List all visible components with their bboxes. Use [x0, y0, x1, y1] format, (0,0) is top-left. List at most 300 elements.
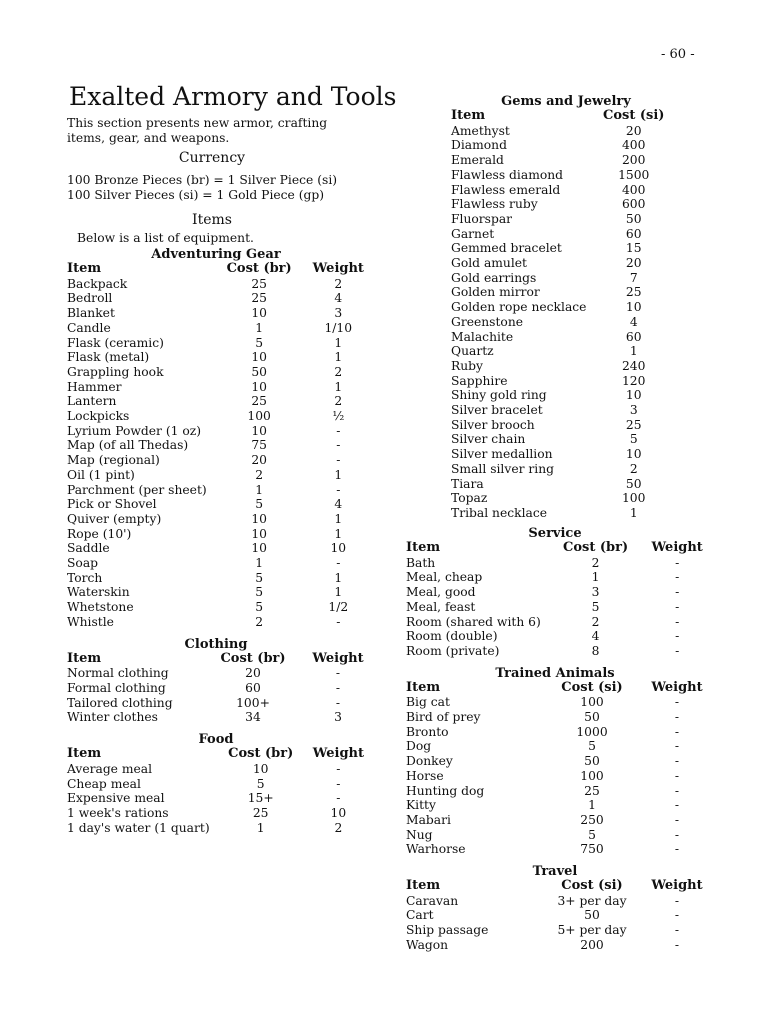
table-row	[67, 321, 365, 336]
table-cell: 1	[334, 570, 343, 585]
table-row	[67, 438, 365, 453]
table-cell: Saddle	[67, 541, 110, 556]
table-cell: -	[674, 908, 680, 923]
table-row	[451, 506, 681, 521]
table-title: Service	[528, 526, 582, 541]
table-cell: Flawless diamond	[451, 167, 564, 182]
table-cell: 100	[580, 768, 604, 783]
table-cell: Horse	[406, 768, 444, 783]
table-title: Food	[198, 732, 234, 748]
table-cell: Fluorspar	[451, 211, 513, 226]
table-row	[67, 541, 365, 556]
table-cell: 2	[255, 614, 264, 629]
table-cell: 25	[584, 783, 600, 798]
table-cell: Dog	[406, 739, 432, 754]
table-row	[451, 374, 681, 389]
table-cell: 5	[255, 600, 264, 615]
table-cell: -	[675, 643, 680, 658]
table-row	[406, 923, 704, 938]
table-header-row	[67, 652, 365, 667]
table-cell: 10	[625, 388, 642, 403]
table-cell: -	[336, 761, 341, 776]
table-cell: Garnet	[451, 226, 495, 241]
table-cell: Gemmed bracelet	[451, 241, 562, 256]
column-header: Item	[406, 540, 441, 555]
table-cell: 1	[334, 350, 343, 365]
table-cell: Rope (10')	[67, 526, 132, 541]
table-header-row	[406, 541, 704, 556]
table-cell: ½	[332, 409, 345, 424]
table-cell: Whetstone	[67, 600, 134, 615]
table-cell: Whistle	[67, 614, 114, 629]
items-heading: Items	[192, 212, 232, 228]
table-cell: Gold earrings	[451, 270, 537, 285]
travel-table	[406, 864, 704, 953]
table-cell: 1	[334, 511, 343, 526]
table-cell: Wagon	[406, 937, 449, 952]
table-cell: Nug	[406, 827, 433, 842]
table-cell: Parchment (per sheet)	[67, 482, 207, 497]
table-title: Gems and Jewelry	[501, 94, 631, 109]
table-cell: 1	[588, 798, 596, 813]
table-row	[67, 365, 365, 380]
table-cell: -	[674, 739, 680, 754]
table-row	[406, 813, 704, 828]
table-cell: -	[674, 923, 680, 938]
table-cell: Kitty	[406, 798, 436, 813]
table-row	[451, 153, 681, 168]
table-cell: -	[335, 666, 341, 681]
table-cell: 5	[588, 827, 596, 842]
table-row	[67, 394, 365, 409]
table-cell: Pick or Shovel	[67, 497, 157, 512]
table-cell: Shiny gold ring	[451, 388, 547, 403]
table-row	[406, 894, 704, 909]
table-cell: Quiver (empty)	[67, 511, 162, 526]
table-cell: 4	[334, 497, 343, 512]
table-cell: Meal, feast	[406, 599, 476, 614]
table-cell: Hammer	[67, 379, 122, 394]
table-row	[451, 300, 681, 315]
table-cell: 25	[251, 291, 267, 306]
table-cell: 10	[625, 300, 642, 315]
table-cell: 3+ per day	[557, 893, 627, 908]
table-cell: Map (of all Thedas)	[67, 438, 189, 453]
table-cell: Flask (metal)	[67, 350, 150, 365]
table-row	[406, 725, 704, 740]
table-row	[67, 527, 365, 542]
column-header: Cost (si)	[603, 108, 665, 123]
table-row	[406, 739, 704, 754]
table-cell: -	[675, 585, 680, 600]
table-row	[451, 138, 681, 153]
table-cell: Torch	[67, 570, 103, 585]
table-cell: -	[336, 556, 341, 571]
table-row	[406, 842, 704, 857]
table-row	[451, 168, 681, 183]
column-header: Cost (br)	[220, 650, 286, 666]
table-cell: Warhorse	[406, 842, 466, 857]
table-cell: 50	[584, 754, 600, 769]
table-cell: Ruby	[451, 358, 483, 373]
table-cell: Greenstone	[451, 314, 524, 329]
column-header: Cost (br)	[228, 746, 294, 762]
table-row	[451, 227, 681, 242]
table-cell: 5	[588, 739, 596, 754]
table-cell: Topaz	[451, 491, 488, 506]
table-row	[451, 447, 681, 462]
table-cell: Flask (ceramic)	[67, 335, 164, 350]
column-header: Weight	[651, 679, 703, 695]
table-row	[451, 432, 681, 447]
table-header-row	[67, 262, 365, 277]
table-row	[406, 570, 704, 585]
table-cell: 1	[591, 570, 600, 585]
table-cell: 1/2	[328, 600, 349, 615]
table-cell: 50	[251, 364, 267, 379]
table-row	[406, 585, 704, 600]
table-row	[451, 462, 681, 477]
table-cell: -	[675, 599, 680, 614]
table-row	[406, 938, 704, 953]
table-cell: Backpack	[67, 276, 128, 291]
table-row	[451, 330, 681, 345]
table-cell: Ship passage	[406, 923, 489, 938]
table-cell: 2	[629, 461, 638, 476]
table-row	[67, 336, 365, 351]
table-cell: 5	[591, 599, 600, 614]
table-cell: Diamond	[451, 138, 507, 153]
table-cell: 2	[334, 820, 343, 835]
table-row	[451, 403, 681, 418]
table-cell: -	[674, 754, 680, 769]
table-row	[67, 483, 365, 498]
table-cell: Donkey	[406, 754, 453, 769]
table-row	[67, 821, 365, 836]
table-cell: 7	[629, 270, 638, 285]
table-row	[451, 124, 681, 139]
table-cell: 3	[591, 585, 600, 600]
table-cell: 10	[251, 526, 267, 541]
column-header: Cost (br)	[563, 540, 629, 555]
table-cell: 3	[334, 306, 343, 321]
table-row	[406, 629, 704, 644]
table-row	[67, 585, 365, 600]
table-row	[451, 477, 681, 492]
column-header: Cost (si)	[561, 679, 623, 695]
table-cell: Bird of prey	[406, 710, 481, 725]
table-row	[406, 710, 704, 725]
table-title: Travel	[532, 864, 578, 880]
table-cell: -	[335, 680, 341, 695]
table-cell: 50	[625, 211, 642, 226]
currency-line: 100 Silver Pieces (si) = 1 Gold Piece (gp)	[67, 188, 325, 202]
table-cell: -	[674, 812, 680, 827]
table-title: Clothing	[184, 636, 248, 652]
table-row	[67, 497, 365, 512]
table-cell: -	[336, 482, 341, 497]
items-intro: Below is a list of equipment.	[77, 231, 254, 245]
table-cell: Map (regional)	[67, 453, 160, 468]
table-cell: Lyrium Powder (1 oz)	[67, 423, 202, 438]
column-header: Item	[67, 650, 102, 666]
table-row	[406, 784, 704, 799]
table-cell: Silver bracelet	[451, 403, 543, 418]
table-cell: 2	[591, 614, 600, 629]
table-cell: -	[674, 842, 680, 857]
table-cell: 25	[251, 276, 267, 291]
table-cell: Meal, good	[406, 585, 476, 600]
table-cell: 20	[245, 666, 261, 681]
table-row	[451, 197, 681, 212]
table-header-row	[406, 879, 704, 894]
table-row	[67, 615, 365, 630]
column-header: Item	[406, 679, 441, 695]
table-cell: Flawless ruby	[451, 197, 538, 212]
table-cell: 15	[625, 241, 642, 256]
table-row	[67, 409, 365, 424]
table-title: Trained Animals	[495, 665, 615, 681]
table-cell: Big cat	[406, 695, 450, 710]
table-row	[406, 828, 704, 843]
table-cell: 10	[251, 350, 267, 365]
table-cell: -	[675, 570, 680, 585]
table-cell: 3	[629, 403, 638, 418]
table-cell: 10	[251, 423, 267, 438]
table-cell: 5	[256, 776, 265, 791]
table-cell: 10	[251, 511, 267, 526]
table-cell: 1	[255, 482, 264, 497]
table-row	[67, 696, 365, 711]
table-row	[67, 571, 365, 586]
column-header: Weight	[312, 650, 364, 666]
table-row	[451, 418, 681, 433]
table-row	[451, 315, 681, 330]
table-cell: -	[674, 798, 680, 813]
table-cell: 100+	[236, 695, 270, 710]
table-cell: 1	[334, 467, 343, 482]
table-row	[406, 798, 704, 813]
table-row	[451, 491, 681, 506]
table-cell: Lockpicks	[67, 409, 130, 424]
table-cell: -	[336, 614, 341, 629]
table-cell: 100	[247, 409, 271, 424]
table-cell: Cart	[406, 908, 434, 923]
column-header: Item	[406, 878, 441, 894]
table-cell: 10	[330, 805, 347, 820]
table-row	[451, 388, 681, 403]
table-cell: 2	[334, 276, 343, 291]
table-row	[406, 908, 704, 923]
intro-paragraph: This section presents new armor, crafting items, gear, and weapons.	[67, 116, 328, 145]
table-row	[67, 600, 365, 615]
table-row	[67, 666, 365, 681]
page-title: Exalted Armory and Tools	[69, 82, 397, 111]
column-header: Weight	[312, 746, 365, 762]
table-cell: 5	[255, 497, 264, 512]
service-table	[406, 526, 704, 659]
table-cell: 60	[245, 680, 261, 695]
table-cell: Cheap meal	[67, 776, 141, 791]
table-cell: 10	[252, 761, 269, 776]
table-cell: 750	[580, 842, 604, 857]
table-cell: 3	[334, 710, 342, 725]
table-header-row	[406, 681, 704, 696]
table-cell: 15+	[247, 791, 274, 806]
column-header: Item	[67, 746, 102, 762]
table-cell: Amethyst	[451, 123, 510, 138]
table-row	[67, 806, 365, 821]
table-cell: 1	[629, 505, 638, 520]
table-cell: 1	[334, 526, 343, 541]
table-cell: -	[674, 937, 680, 952]
table-row	[67, 791, 365, 806]
table-cell: 10	[251, 306, 267, 321]
table-cell: Bedroll	[67, 291, 113, 306]
column-header: Cost (br)	[226, 261, 292, 276]
table-cell: 2	[591, 555, 600, 570]
table-cell: 10	[251, 541, 267, 556]
table-cell: -	[674, 783, 680, 798]
table-cell: 50	[584, 710, 600, 725]
table-cell: Emerald	[451, 153, 504, 168]
table-cell: -	[674, 827, 680, 842]
table-row	[451, 212, 681, 227]
table-cell: Silver brooch	[451, 417, 535, 432]
table-row	[406, 769, 704, 784]
table-row	[67, 424, 365, 439]
table-cell: Expensive meal	[67, 791, 165, 806]
table-cell: Tribal necklace	[451, 505, 548, 520]
table-row	[406, 695, 704, 710]
table-row	[67, 350, 365, 365]
column-header: Cost (si)	[561, 878, 623, 894]
table-cell: 200	[580, 937, 604, 952]
table-row	[67, 512, 365, 527]
table-cell: 5	[629, 432, 638, 447]
table-cell: Room (shared with 6)	[406, 614, 541, 629]
table-cell: Bath	[406, 555, 436, 570]
table-cell: Soap	[67, 556, 99, 571]
table-title: Adventuring Gear	[151, 247, 281, 262]
table-cell: Small silver ring	[451, 461, 554, 476]
table-cell: 240	[621, 358, 646, 373]
table-cell: 5	[255, 570, 264, 585]
table-row	[451, 241, 681, 256]
table-row	[67, 277, 365, 292]
table-cell: Room (double)	[406, 629, 498, 644]
table-cell: Quartz	[451, 344, 494, 359]
table-row	[406, 615, 704, 630]
table-cell: -	[335, 695, 341, 710]
table-cell: Silver medallion	[451, 447, 553, 462]
table-cell: 1	[255, 320, 264, 335]
table-cell: 1 day's water (1 quart)	[67, 820, 210, 835]
table-cell: Tailored clothing	[67, 695, 173, 710]
table-cell: 75	[251, 438, 267, 453]
table-cell: Normal clothing	[67, 666, 169, 681]
table-cell: -	[675, 555, 680, 570]
table-cell: 400	[621, 138, 646, 153]
table-cell: 200	[621, 153, 646, 168]
table-cell: Flawless emerald	[451, 182, 561, 197]
table-cell: 120	[621, 373, 646, 388]
table-cell: Average meal	[67, 761, 153, 776]
table-cell: -	[336, 453, 341, 468]
table-header-row	[451, 109, 681, 124]
table-row	[67, 556, 365, 571]
table-cell: 5	[255, 585, 264, 600]
table-cell: Tiara	[451, 476, 484, 491]
table-row	[67, 453, 365, 468]
table-row	[406, 644, 704, 659]
column-header: Weight	[312, 261, 364, 276]
table-cell: 50	[625, 476, 642, 491]
adventuring-gear-table	[67, 247, 365, 630]
table-cell: 2	[334, 394, 343, 409]
table-cell: 25	[252, 805, 269, 820]
table-row	[451, 256, 681, 271]
right-column-bottom	[406, 526, 706, 953]
table-cell: Waterskin	[67, 585, 130, 600]
table-cell: Hunting dog	[406, 783, 485, 798]
table-cell: 8	[591, 643, 600, 658]
table-row	[67, 291, 365, 306]
table-cell: Silver chain	[451, 432, 526, 447]
table-cell: -	[336, 438, 341, 453]
table-cell: 1 week's rations	[67, 805, 169, 820]
table-cell: -	[336, 423, 341, 438]
table-row	[406, 556, 704, 571]
table-cell: 60	[625, 329, 642, 344]
column-header: Item	[67, 261, 102, 276]
table-cell: 1	[334, 335, 343, 350]
table-cell: Candle	[67, 320, 111, 335]
table-cell: 25	[625, 417, 642, 432]
table-cell: 10	[251, 379, 267, 394]
column-header: Weight	[651, 540, 703, 555]
table-row	[451, 183, 681, 198]
column-header: Weight	[651, 878, 703, 894]
food-table	[67, 732, 365, 835]
table-cell: 2	[255, 467, 264, 482]
table-cell: -	[674, 893, 680, 908]
table-cell: Winter clothes	[67, 710, 158, 725]
table-cell: -	[674, 724, 680, 739]
table-cell: 20	[625, 123, 642, 138]
table-header-row	[67, 747, 365, 762]
table-cell: -	[675, 629, 680, 644]
table-cell: 4	[629, 314, 638, 329]
table-cell: 5+ per day	[557, 923, 627, 938]
currency-line: 100 Bronze Pieces (br) = 1 Silver Piece (si)	[67, 173, 338, 187]
table-row	[67, 306, 365, 321]
table-cell: 25	[625, 285, 642, 300]
table-row	[67, 681, 365, 696]
table-cell: Golden mirror	[451, 285, 540, 300]
table-row	[67, 380, 365, 395]
table-cell: 2	[334, 364, 343, 379]
table-cell: 10	[330, 541, 347, 556]
table-cell: Sapphire	[451, 373, 508, 388]
table-cell: 50	[584, 908, 600, 923]
table-cell: Oil (1 pint)	[67, 467, 135, 482]
table-row	[67, 468, 365, 483]
table-cell: 1	[256, 820, 265, 835]
clothing-table	[67, 637, 365, 726]
table-row	[67, 777, 365, 792]
table-cell: 1	[334, 379, 343, 394]
